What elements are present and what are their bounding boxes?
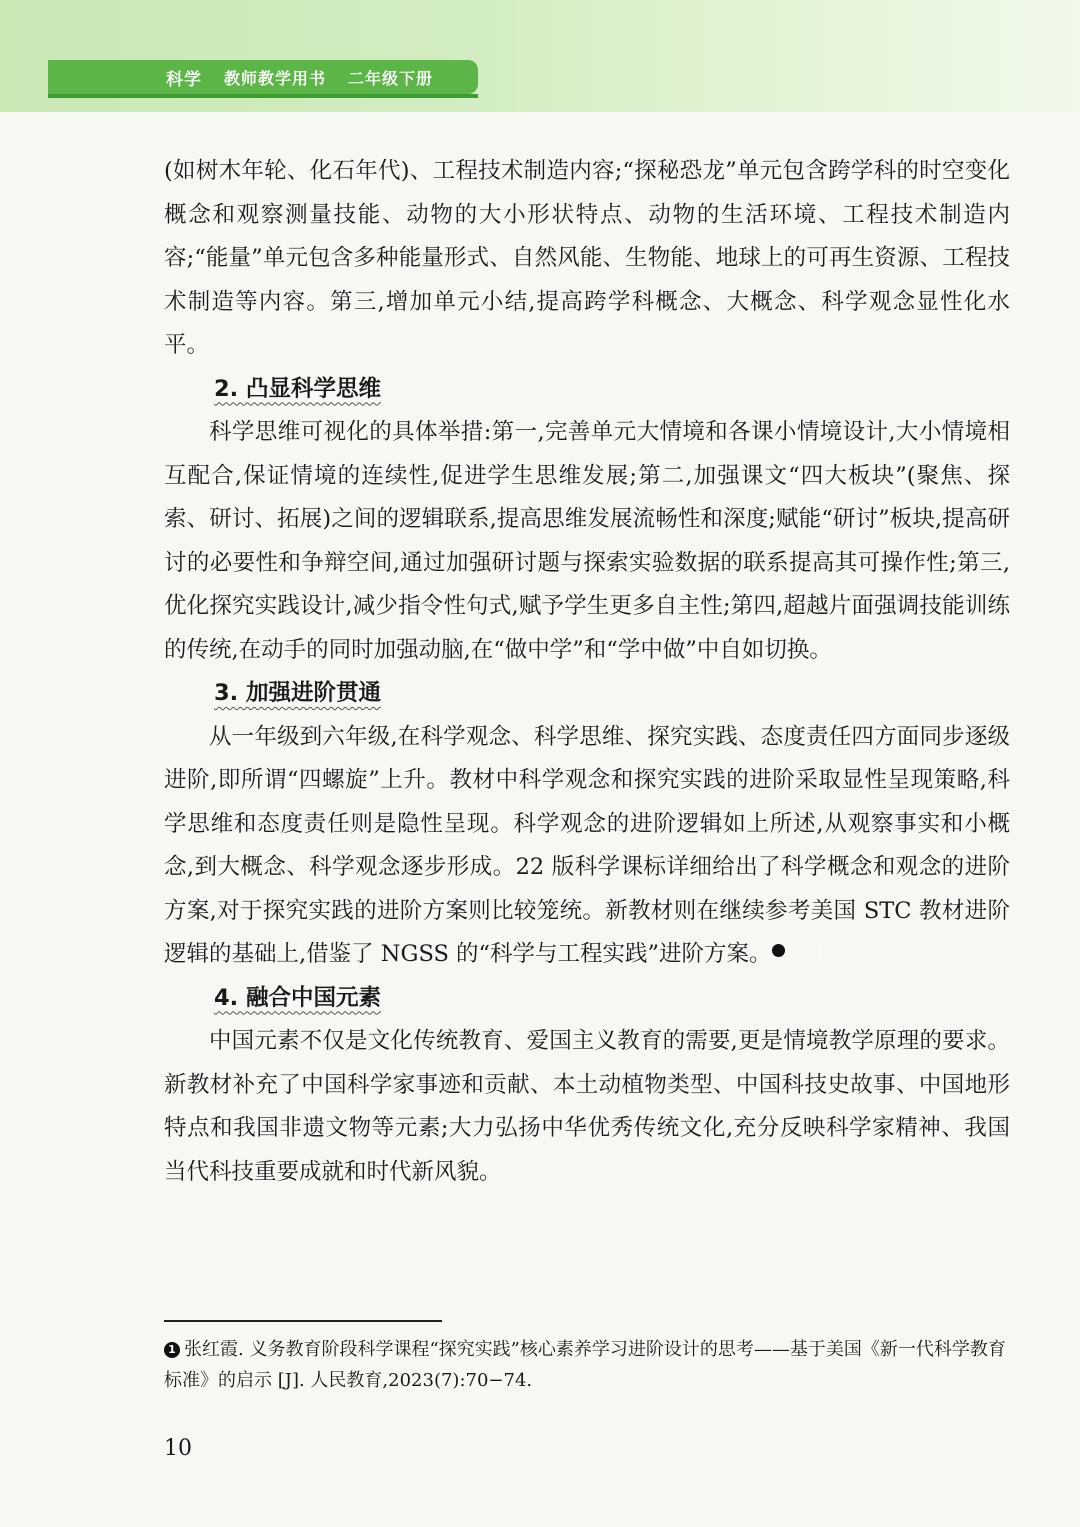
section-2-title: 2. 凸显科学思维 xyxy=(214,375,382,402)
footnote-divider xyxy=(164,1320,442,1322)
section-3-paragraph xyxy=(164,716,1010,977)
footnote xyxy=(164,1334,1010,1396)
header-grade: 二年级下册 xyxy=(348,68,434,88)
section-heading xyxy=(164,977,1010,1021)
section-2-body: 科学思维可视化的具体举措:第一,完善单元大情境和各课小情境设计,大小情境相互配合,保证情境的连续性,促进学生思维发展;第二,加强课文“四大板块”(聚焦、探索、研讨、拓展)之间的逻辑联系,提高思维发展流畅性和深度;赋能“研讨”板块,提高研讨的必要性和争辩空间,通过加强研讨题与探索实验数据的联系提高其可操作性;第三,优化探究实践设计,减少指令性句式,赋予学生更多自主性;第四,超越片面强调技能训练的传统,在动手的同时加强动脑,在“做中学”和“学中做”中自如切换。 xyxy=(164,419,1010,663)
section-heading xyxy=(164,368,1010,412)
footnote-marker: 1 xyxy=(164,1342,180,1358)
section-heading xyxy=(164,672,1010,716)
footnote-reference[interactable]: 1 xyxy=(772,944,785,957)
footnote-text: 张红霞. 义务教育阶段科学课程“探究实践”核心素养学习进阶设计的思考——基于美国《新一代科学教育标准》的启示 [J]. 人民教育,2023(7):70−74. xyxy=(164,1339,1006,1391)
section-3-body: 从一年级到六年级,在科学观念、科学思维、探究实践、态度责任四方面同步逐级进阶,即所谓“四螺旋”上升。教材中科学观念和探究实践的进阶采取显性呈现策略,科学思维和态度责任则是隐性呈现。科学观念的进阶逻辑如上所述,从观察事实和小概念,到大概念、科学观念逐步形成。22 版科学课标详细给出了科学概念和观念的进阶方案,对于探究实践的进阶方案则比较笼统。新教材则在继续参考美国 STC 教材进阶逻辑的基础上,借鉴了 NGSS 的“科学与工程实践”进阶方案。 xyxy=(164,723,1010,967)
intro-paragraph: (如树木年轮、化石年代)、工程技术制造内容;“探秘恐龙”单元包含跨学科的时空变化概念和观察测量技能、动物的大小形状特点、动物的生活环境、工程技术制造内容;“能量”单元包含多种能量形式、自然风能、生物能、地球上的可再生资源、工程技术制造等内容。第三,增加单元小结,提高跨学科概念、大概念、科学观念显性化水平。 xyxy=(164,158,1010,358)
running-header xyxy=(48,60,478,94)
page-number: 10 xyxy=(164,1436,192,1461)
main-text xyxy=(164,150,1010,1194)
header-subject: 科学 xyxy=(166,69,202,90)
section-4-title: 4. 融合中国元素 xyxy=(214,984,382,1011)
header-underline xyxy=(48,94,478,98)
section-4-body: 中国元素不仅是文化传统教育、爱国主义教育的需要,更是情境教学原理的要求。新教材补充了中国科学家事迹和贡献、本土动植物类型、中国科技史故事、中国地形特点和我国非遗文物等元素;大力弘扬中华优秀传统文化,充分反映科学家精神、我国当代科技重要成就和时代新风貌。 xyxy=(164,1028,1010,1185)
section-3-title: 3. 加强进阶贯通 xyxy=(214,680,382,706)
header-book: 教师教学用书 xyxy=(224,68,327,88)
